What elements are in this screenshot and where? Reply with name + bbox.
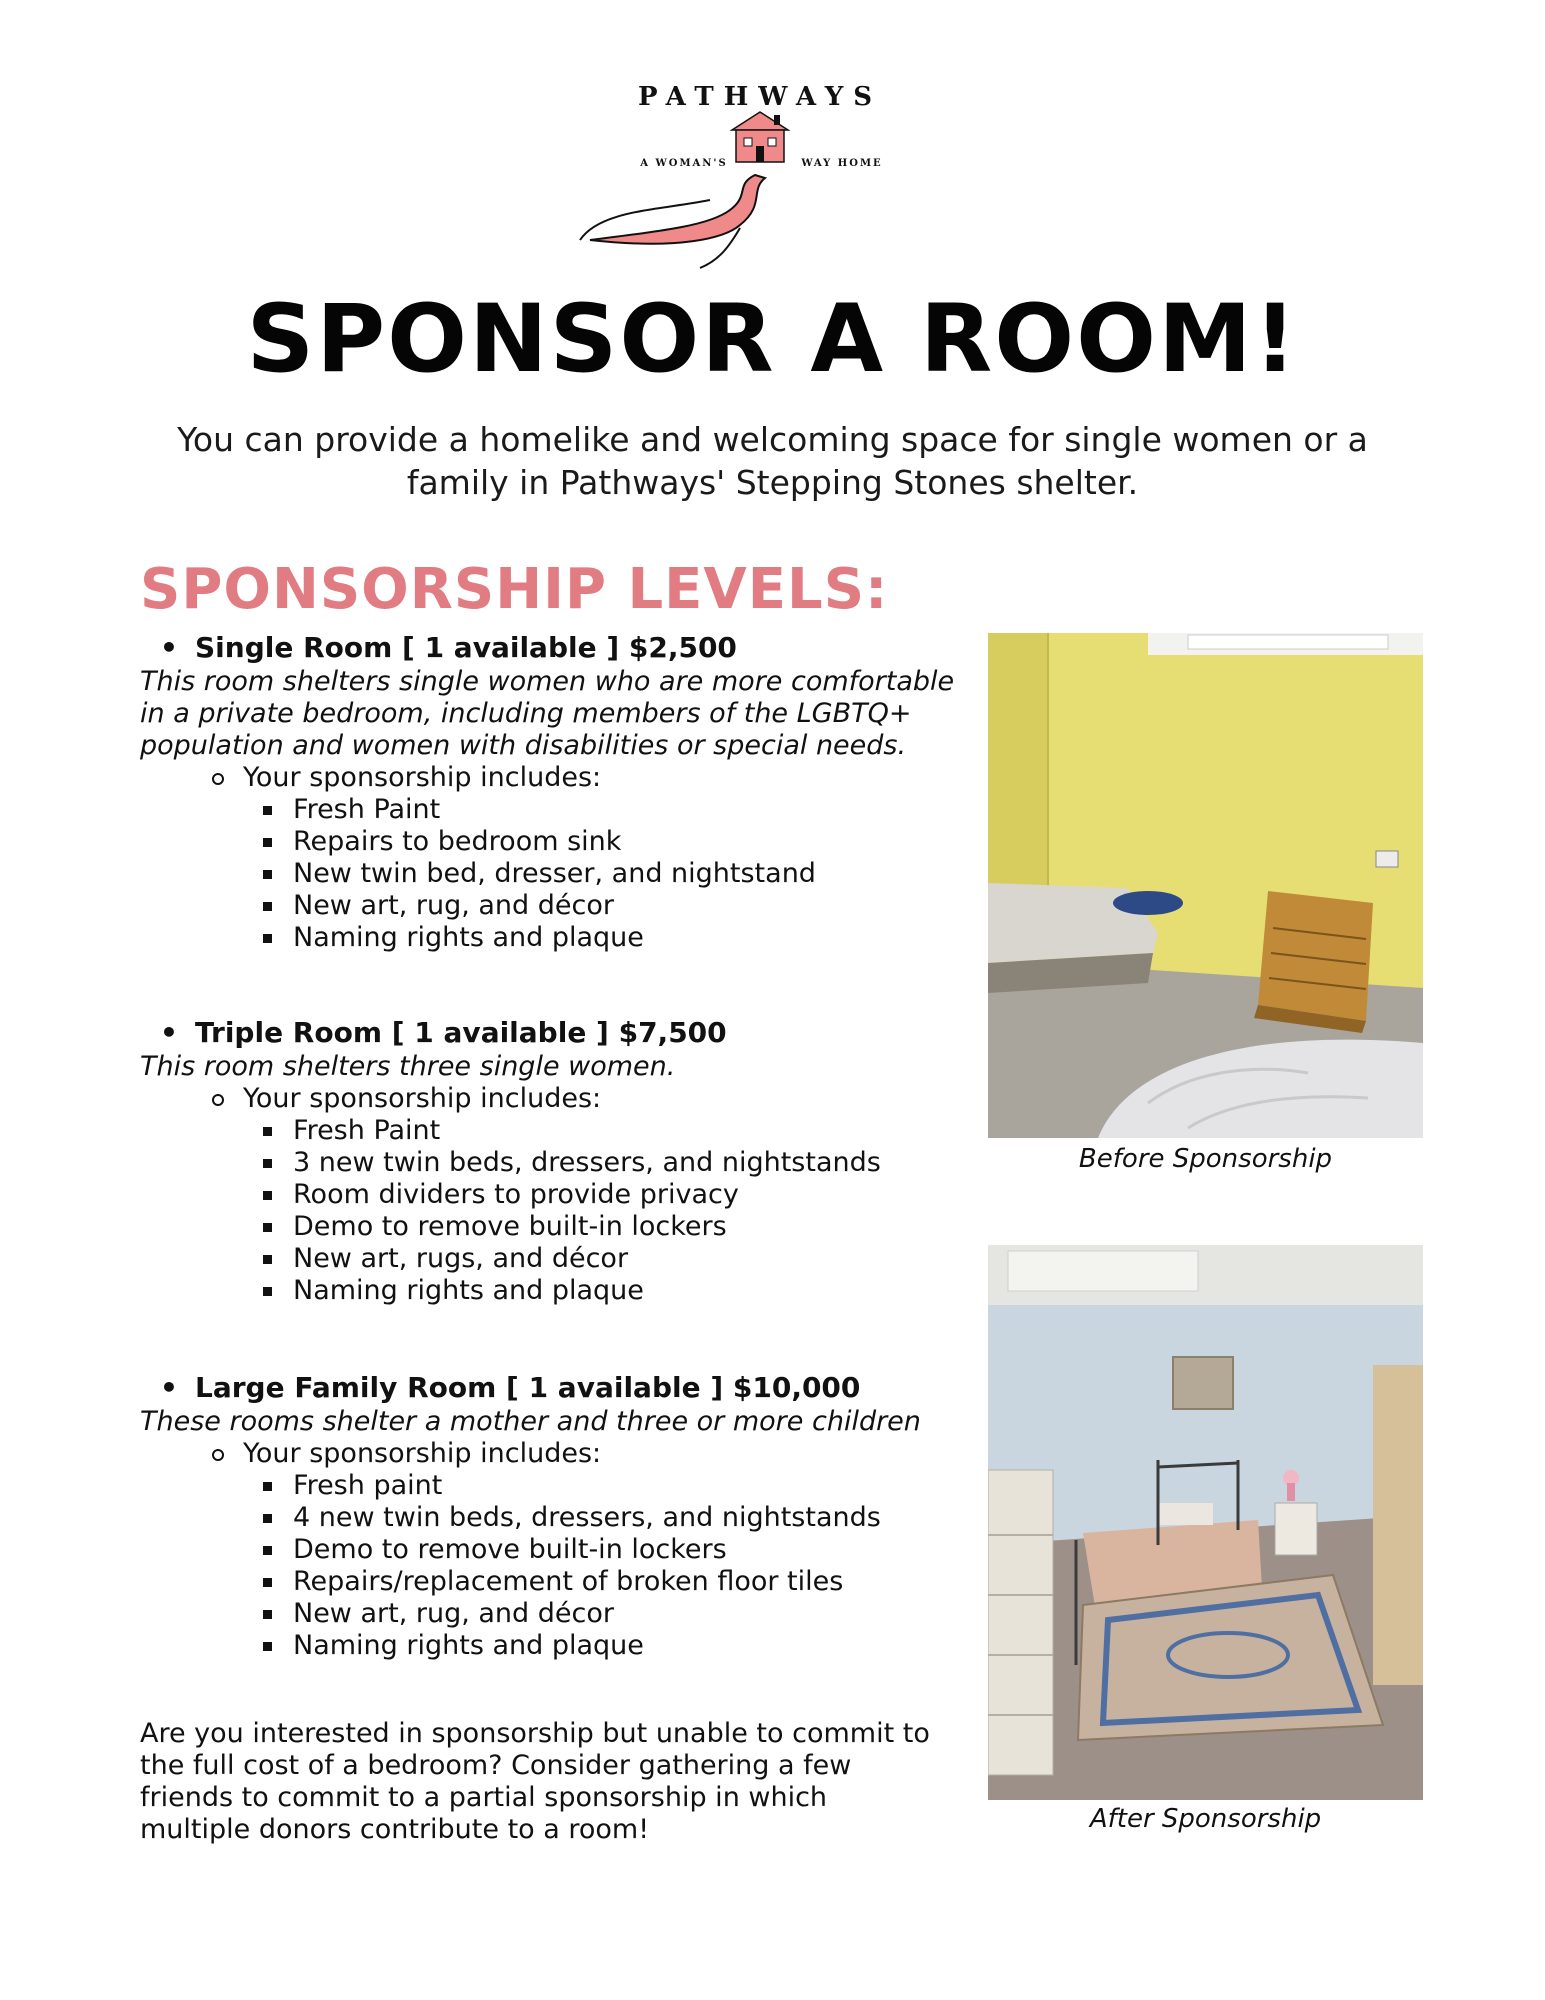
list-item: Naming rights and plaque	[140, 922, 960, 954]
logo-wordmark: PATHWAYS	[637, 82, 883, 112]
included-items-list	[140, 1470, 960, 1662]
road-graphic	[590, 175, 765, 244]
tier-large-family-room	[140, 1370, 960, 1662]
list-item: Repairs to bedroom sink	[140, 826, 960, 858]
tier-name: • Large Family Room [ 1 available ] $10,000	[140, 1370, 960, 1406]
after-sponsorship-caption: After Sponsorship	[1089, 1804, 1322, 1834]
logo-tagline-left: A WOMAN'S	[640, 158, 728, 169]
list-item: Fresh Paint	[140, 1115, 960, 1147]
list-item: 3 new twin beds, dressers, and nightstands	[140, 1147, 960, 1179]
logo-tagline-right: WAY HOME	[801, 158, 883, 169]
tier-name: • Triple Room [ 1 available ] $7,500	[140, 1015, 960, 1051]
house-icon	[732, 112, 788, 162]
sponsorship-levels-heading: SPONSORSHIP LEVELS:	[140, 557, 889, 622]
tier-single-room	[140, 630, 960, 954]
includes-label: Your sponsorship includes:	[140, 762, 960, 794]
list-item: Room dividers to provide privacy	[140, 1179, 960, 1211]
tier-description: This room shelters three single women.	[140, 1051, 676, 1082]
tier-triple-room	[140, 1015, 960, 1307]
list-item: Naming rights and plaque	[140, 1275, 960, 1307]
after-sponsorship-photo	[988, 1245, 1423, 1800]
page-title: SPONSOR A ROOM!	[246, 285, 1299, 394]
includes-label: Your sponsorship includes:	[140, 1438, 960, 1470]
includes-label: Your sponsorship includes:	[140, 1083, 960, 1115]
pathways-logo	[560, 60, 960, 275]
before-sponsorship-photo	[988, 633, 1423, 1138]
list-item: Repairs/replacement of broken floor tiles	[140, 1566, 960, 1598]
list-item: Fresh Paint	[140, 794, 960, 826]
list-item: 4 new twin beds, dressers, and nightstands	[140, 1502, 960, 1534]
list-item: New twin bed, dresser, and nightstand	[140, 858, 960, 890]
included-items-list	[140, 794, 960, 954]
list-item: New art, rugs, and décor	[140, 1243, 960, 1275]
before-sponsorship-caption: Before Sponsorship	[1078, 1144, 1333, 1174]
tier-description: These rooms shelter a mother and three or more children	[140, 1406, 921, 1437]
closing-paragraph: Are you interested in sponsorship but unable to commit to the full cost of a bedroom? Consider gathering a few friends to commit to a partial sponsorship in which multiple donors contribute to a room!	[140, 1718, 930, 1845]
list-item: Demo to remove built-in lockers	[140, 1534, 960, 1566]
list-item: New art, rug, and décor	[140, 890, 960, 922]
list-item: Demo to remove built-in lockers	[140, 1211, 960, 1243]
included-items-list	[140, 1115, 960, 1307]
list-item: Naming rights and plaque	[140, 1630, 960, 1662]
intro-text: You can provide a homelike and welcoming space for single women or a family in Pathways' Stepping Stones shelter.	[177, 420, 1368, 502]
list-item: Fresh paint	[140, 1470, 960, 1502]
tier-description: This room shelters single women who are more comfortable in a private bedroom, including members of the LGBTQ+ population and women with disabilities or special needs.	[140, 666, 955, 761]
tier-name: • Single Room [ 1 available ] $2,500	[140, 630, 960, 666]
list-item: New art, rug, and décor	[140, 1598, 960, 1630]
